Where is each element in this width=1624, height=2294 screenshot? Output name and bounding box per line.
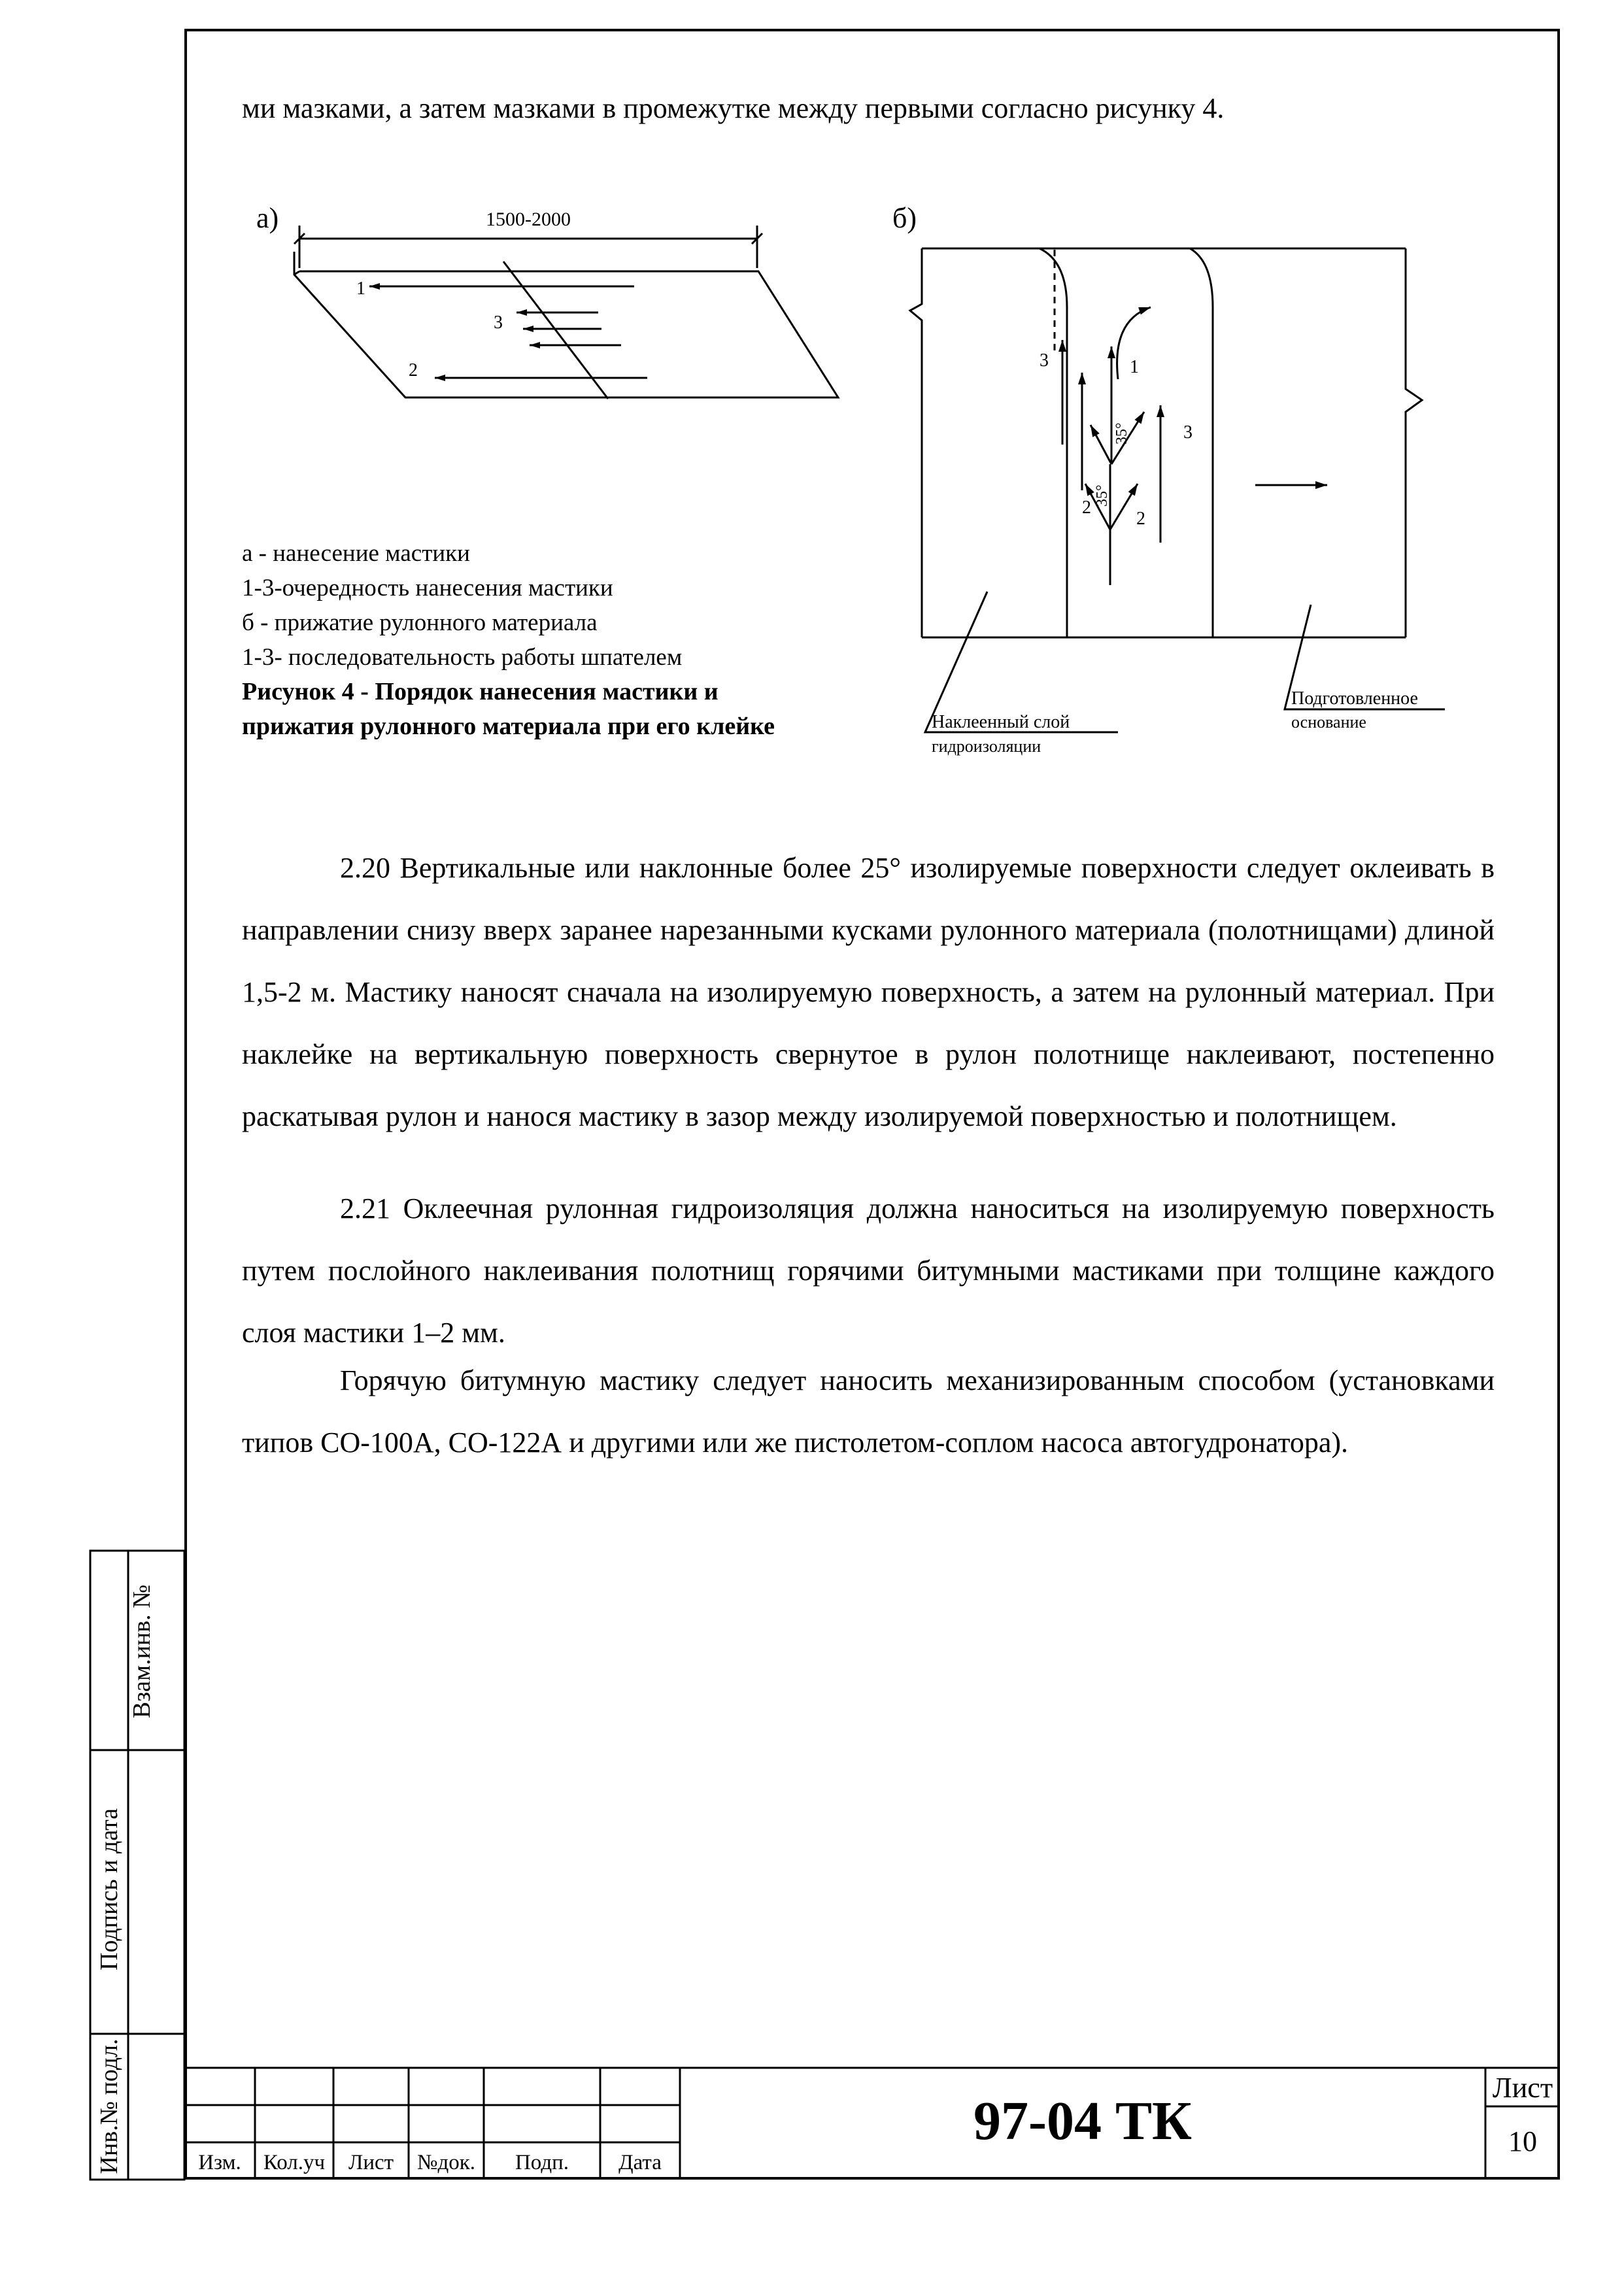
figure-b-num-2b: 2 — [1136, 509, 1145, 529]
figure-a-label: а) — [256, 202, 279, 234]
stamp-col-list: Лист — [348, 2151, 394, 2174]
paragraph-2-20-text: 2.20 Вертикальные или наклонные более 25° изолируемые поверхности следует оклеивать в направлении снизу вверх заранее нарезанными кусками рулонного материала (полотнищами) длиной 1,5-2 м. Мастику наносят сначала на изолируемую поверхность, а затем на рулонный материал. При наклейке на вертикальную поверхность свернутое в рулон полотнище наклеивают, постепенно раскатывая рулон и нанося мастику в зазор между изолируемой поверхностью и полотнищем. — [242, 852, 1495, 1132]
figure-a-num-2: 2 — [409, 360, 418, 380]
figure-a-num-1: 1 — [356, 278, 365, 299]
caption-line-3: б - прижатие рулонного материала — [242, 609, 598, 636]
figure-b-num-3a: 3 — [1040, 350, 1049, 371]
figure-a-num-3: 3 — [494, 312, 503, 333]
sheet-number: 10 — [1508, 2125, 1537, 2157]
figure-b-label-left-1: Наклеенный слой — [932, 712, 1070, 732]
figure-b-num-2a: 2 — [1082, 498, 1091, 518]
stamp-col-koluch: Кол.уч — [263, 2151, 326, 2174]
sheet-label: Лист — [1492, 2072, 1553, 2104]
caption-line-1: а - нанесение мастики — [242, 540, 470, 567]
stamp-col-izm: Изм. — [198, 2151, 241, 2174]
figure-caption-title: Рисунок 4 - Порядок нанесения мастики и прижатия рулонного материала при его клейке — [242, 678, 775, 740]
side-label-podpis: Подпись и дата — [95, 1808, 123, 1971]
figure-b-label-left-2: гидроизоляции — [932, 737, 1041, 756]
stamp-col-podp: Подп. — [515, 2151, 569, 2174]
figure-b-label-right-1: Подготовленное — [1291, 688, 1418, 709]
figure-b-angle-2: 35° — [1094, 484, 1111, 507]
intro-line: ми мазками, а затем мазками в промежутке между первыми согласно рисунку 4. — [242, 92, 1225, 124]
paragraph-2-21-text: 2.21 Оклеечная рулонная гидроизоляция должна наноситься на изолируемую поверхность путем послойного наклеивания полотнищ горячими битумными мастиками при толщине каждого слоя мастики 1–2 мм. — [242, 1192, 1495, 1349]
caption-line-2: 1-3-очередность нанесения мастики — [242, 575, 613, 601]
figure-b-num-1: 1 — [1130, 357, 1139, 377]
figure-b-angle-1: 35° — [1113, 422, 1130, 445]
figure-a-dimension: 1500-2000 — [486, 209, 571, 230]
caption-line-4: 1-3- последовательность работы шпателем — [242, 644, 683, 671]
side-label-inv: Инв.№ подл. — [95, 2038, 123, 2174]
figure-b-label-right-2: основание — [1291, 713, 1366, 732]
paragraph-hot-mastic-text: Горячую битумную мастику следует наносить механизированным способом (установками типов СО-100А, СО-122А и другими или же пистолетом-соплом насоса автогудронатора). — [242, 1364, 1495, 1459]
figure-b-label: б) — [892, 202, 917, 234]
stamp-col-data: Дата — [618, 2151, 662, 2174]
figure-b-num-3b: 3 — [1183, 422, 1193, 443]
document-code: 97-04 ТК — [973, 2091, 1192, 2151]
stamp-col-ndok: №док. — [416, 2151, 476, 2174]
side-label-vzam: Взам.инв. № — [128, 1584, 156, 1719]
